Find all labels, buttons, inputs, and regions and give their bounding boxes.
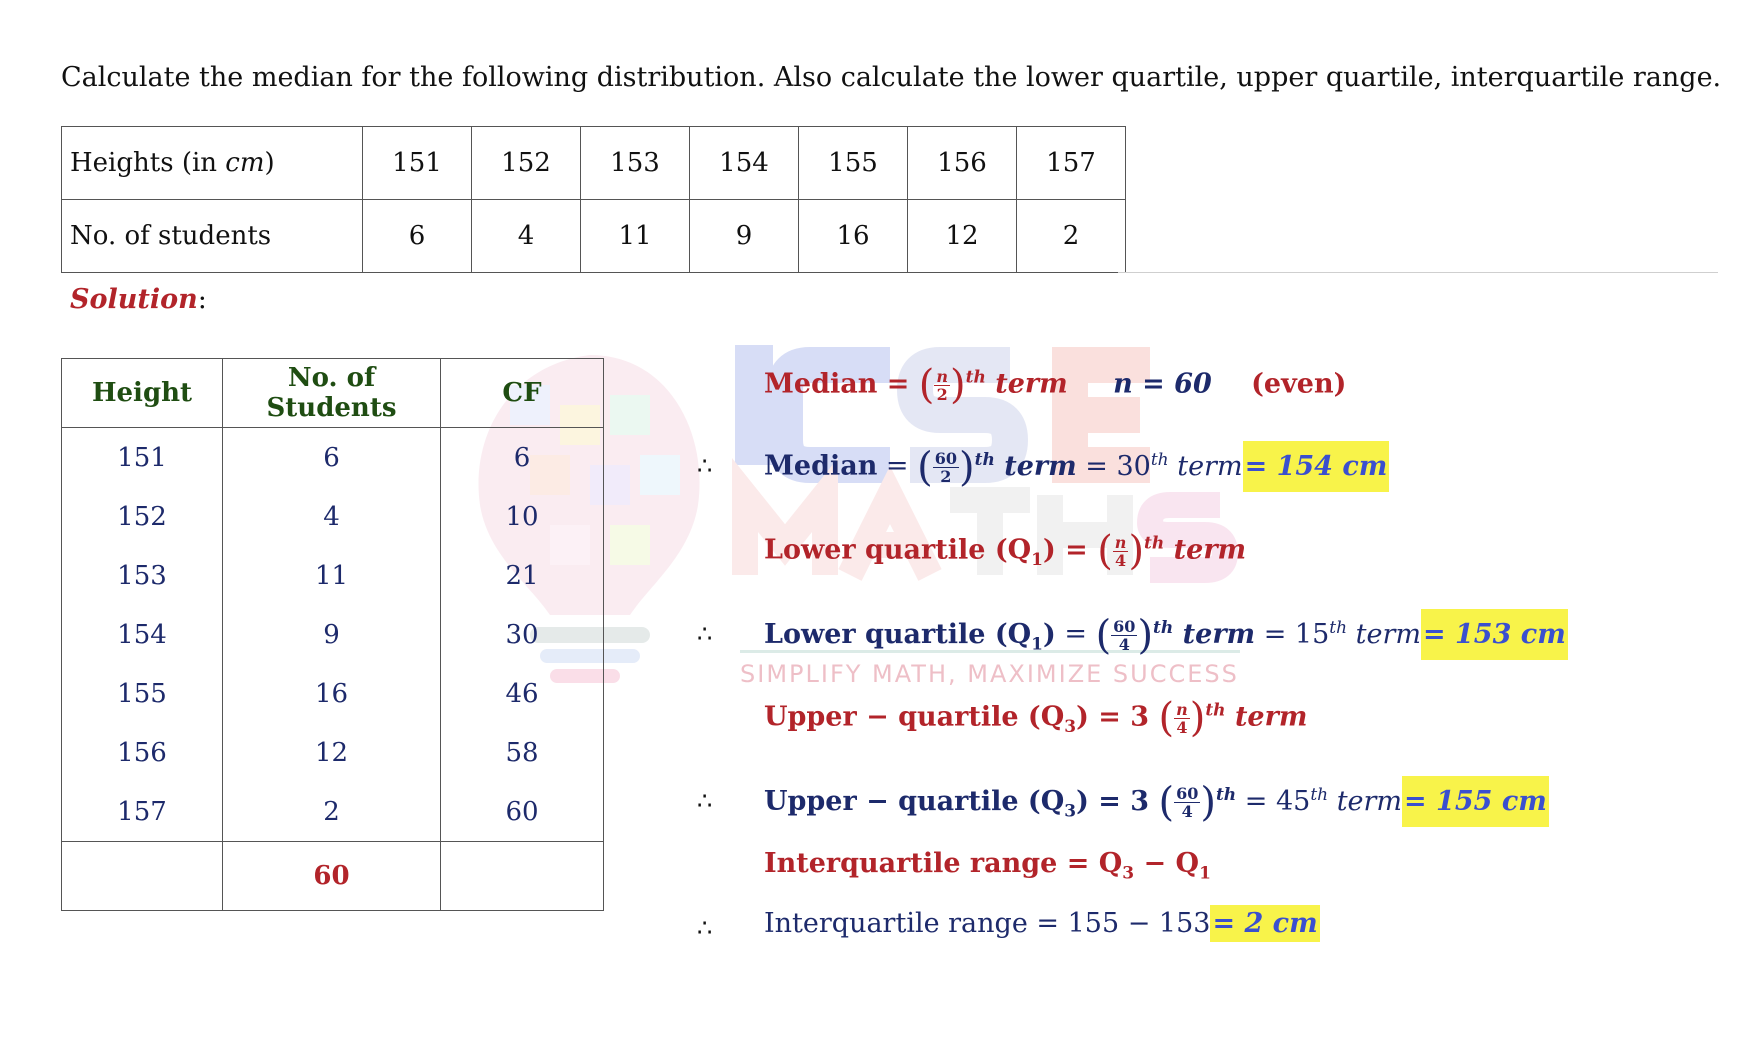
total-row <box>62 842 604 911</box>
table-header-row <box>62 359 604 428</box>
table-cell: 30 <box>441 605 604 664</box>
table-row <box>62 664 604 723</box>
lower-quartile-answer: = 153 cm <box>1421 609 1568 660</box>
table-cell: 16 <box>223 664 441 723</box>
therefore-symbol: ∴ <box>697 787 713 815</box>
students-header: No. of students <box>62 200 363 273</box>
table-cell: 12 <box>223 723 441 782</box>
col-header: No. of Students <box>223 359 441 428</box>
table-cell: 2 <box>223 782 441 842</box>
upper-quartile-answer: = 155 cm <box>1402 776 1549 827</box>
students-cell: 11 <box>581 200 690 273</box>
table-row <box>62 723 604 782</box>
median-formula: Median = ( $\frac{n}{2}$ )$^{th}$ term n = 60 (even) <box>764 362 1347 408</box>
table-row <box>62 782 604 842</box>
therefore-symbol: ∴ <box>697 620 713 648</box>
heights-header: Heights (in cm) <box>62 127 363 200</box>
lower-quartile-formula: Lower quartile $(Q_1)$ = ( $\frac{n}{4}$ )$^{th}$ term <box>764 528 1247 574</box>
question-text: Calculate the median for the following distribution. Also calculate the lower quartile, upper quartile, interquartile range. <box>61 62 1722 93</box>
iqr-formula: Interquartile range = $Q_3 - Q_1$ <box>764 848 1211 884</box>
watermark-tagline: SIMPLIFY MATH, MAXIMIZE SUCCESS <box>740 660 1239 688</box>
table-cell: 6 <box>223 428 441 488</box>
table-row <box>62 605 604 664</box>
table-row <box>62 200 1126 273</box>
total-cell: 60 <box>223 842 441 911</box>
median-answer: = 154 cm <box>1243 441 1390 492</box>
students-cell: 12 <box>908 200 1017 273</box>
col-header: CF <box>441 359 604 428</box>
table-cell <box>62 842 223 911</box>
height-cell: 151 <box>363 127 472 200</box>
students-cell: 2 <box>1017 200 1126 273</box>
height-cell: 155 <box>799 127 908 200</box>
table-cell: 10 <box>441 487 604 546</box>
table-cell: 152 <box>62 487 223 546</box>
table-cell: 11 <box>223 546 441 605</box>
students-cell: 9 <box>690 200 799 273</box>
table-cell: 156 <box>62 723 223 782</box>
distribution-table <box>61 126 1126 273</box>
iqr-answer: = 2 cm <box>1210 905 1319 942</box>
students-cell: 16 <box>799 200 908 273</box>
height-cell: 154 <box>690 127 799 200</box>
divider-line <box>1118 272 1718 273</box>
table-cell: 157 <box>62 782 223 842</box>
table-cell: 58 <box>441 723 604 782</box>
table-row <box>62 127 1126 200</box>
table-cell: 60 <box>441 782 604 842</box>
height-cell: 153 <box>581 127 690 200</box>
median-result: Median = ( $\frac{60}{2}$ )$^{th}$ term = 30th term= 154 cm <box>764 444 1389 490</box>
therefore-symbol: ∴ <box>697 914 713 942</box>
table-row <box>62 546 604 605</box>
table-row <box>62 487 604 546</box>
table-cell: 154 <box>62 605 223 664</box>
table-cell: 155 <box>62 664 223 723</box>
table-cell: 4 <box>223 487 441 546</box>
therefore-symbol: ∴ <box>697 452 713 480</box>
upper-quartile-result: Upper − quartile $(Q_3) = 3$ ( $\frac{60}{4}$ )$^{th}$ = 45th term= 155 cm <box>764 779 1549 825</box>
table-cell: 6 <box>441 428 604 488</box>
iqr-result: Interquartile range = 155 − 153= 2 cm <box>764 908 1320 939</box>
students-cell: 6 <box>363 200 472 273</box>
table-cell: 153 <box>62 546 223 605</box>
upper-quartile-formula: Upper − quartile $(Q_3) = 3$ ( $\frac{n}{4}$ )$^{th}$ term <box>764 695 1308 741</box>
height-cell: 157 <box>1017 127 1126 200</box>
table-cell <box>441 842 604 911</box>
table-cell: 9 <box>223 605 441 664</box>
table-cell: 21 <box>441 546 604 605</box>
lower-quartile-result: Lower quartile $(Q_1)$ = ( $\frac{60}{4}$ )$^{th}$ term = 15th term= 153 cm <box>764 612 1568 658</box>
col-header: Height <box>62 359 223 428</box>
height-cell: 156 <box>908 127 1017 200</box>
even-label: (even) <box>1251 368 1347 400</box>
cf-table <box>61 358 604 911</box>
table-cell: 46 <box>441 664 604 723</box>
n-value: n = 60 <box>1113 368 1212 400</box>
solution-label: Solution: <box>70 284 207 315</box>
students-cell: 4 <box>472 200 581 273</box>
table-row <box>62 428 604 488</box>
height-cell: 152 <box>472 127 581 200</box>
table-cell: 151 <box>62 428 223 488</box>
